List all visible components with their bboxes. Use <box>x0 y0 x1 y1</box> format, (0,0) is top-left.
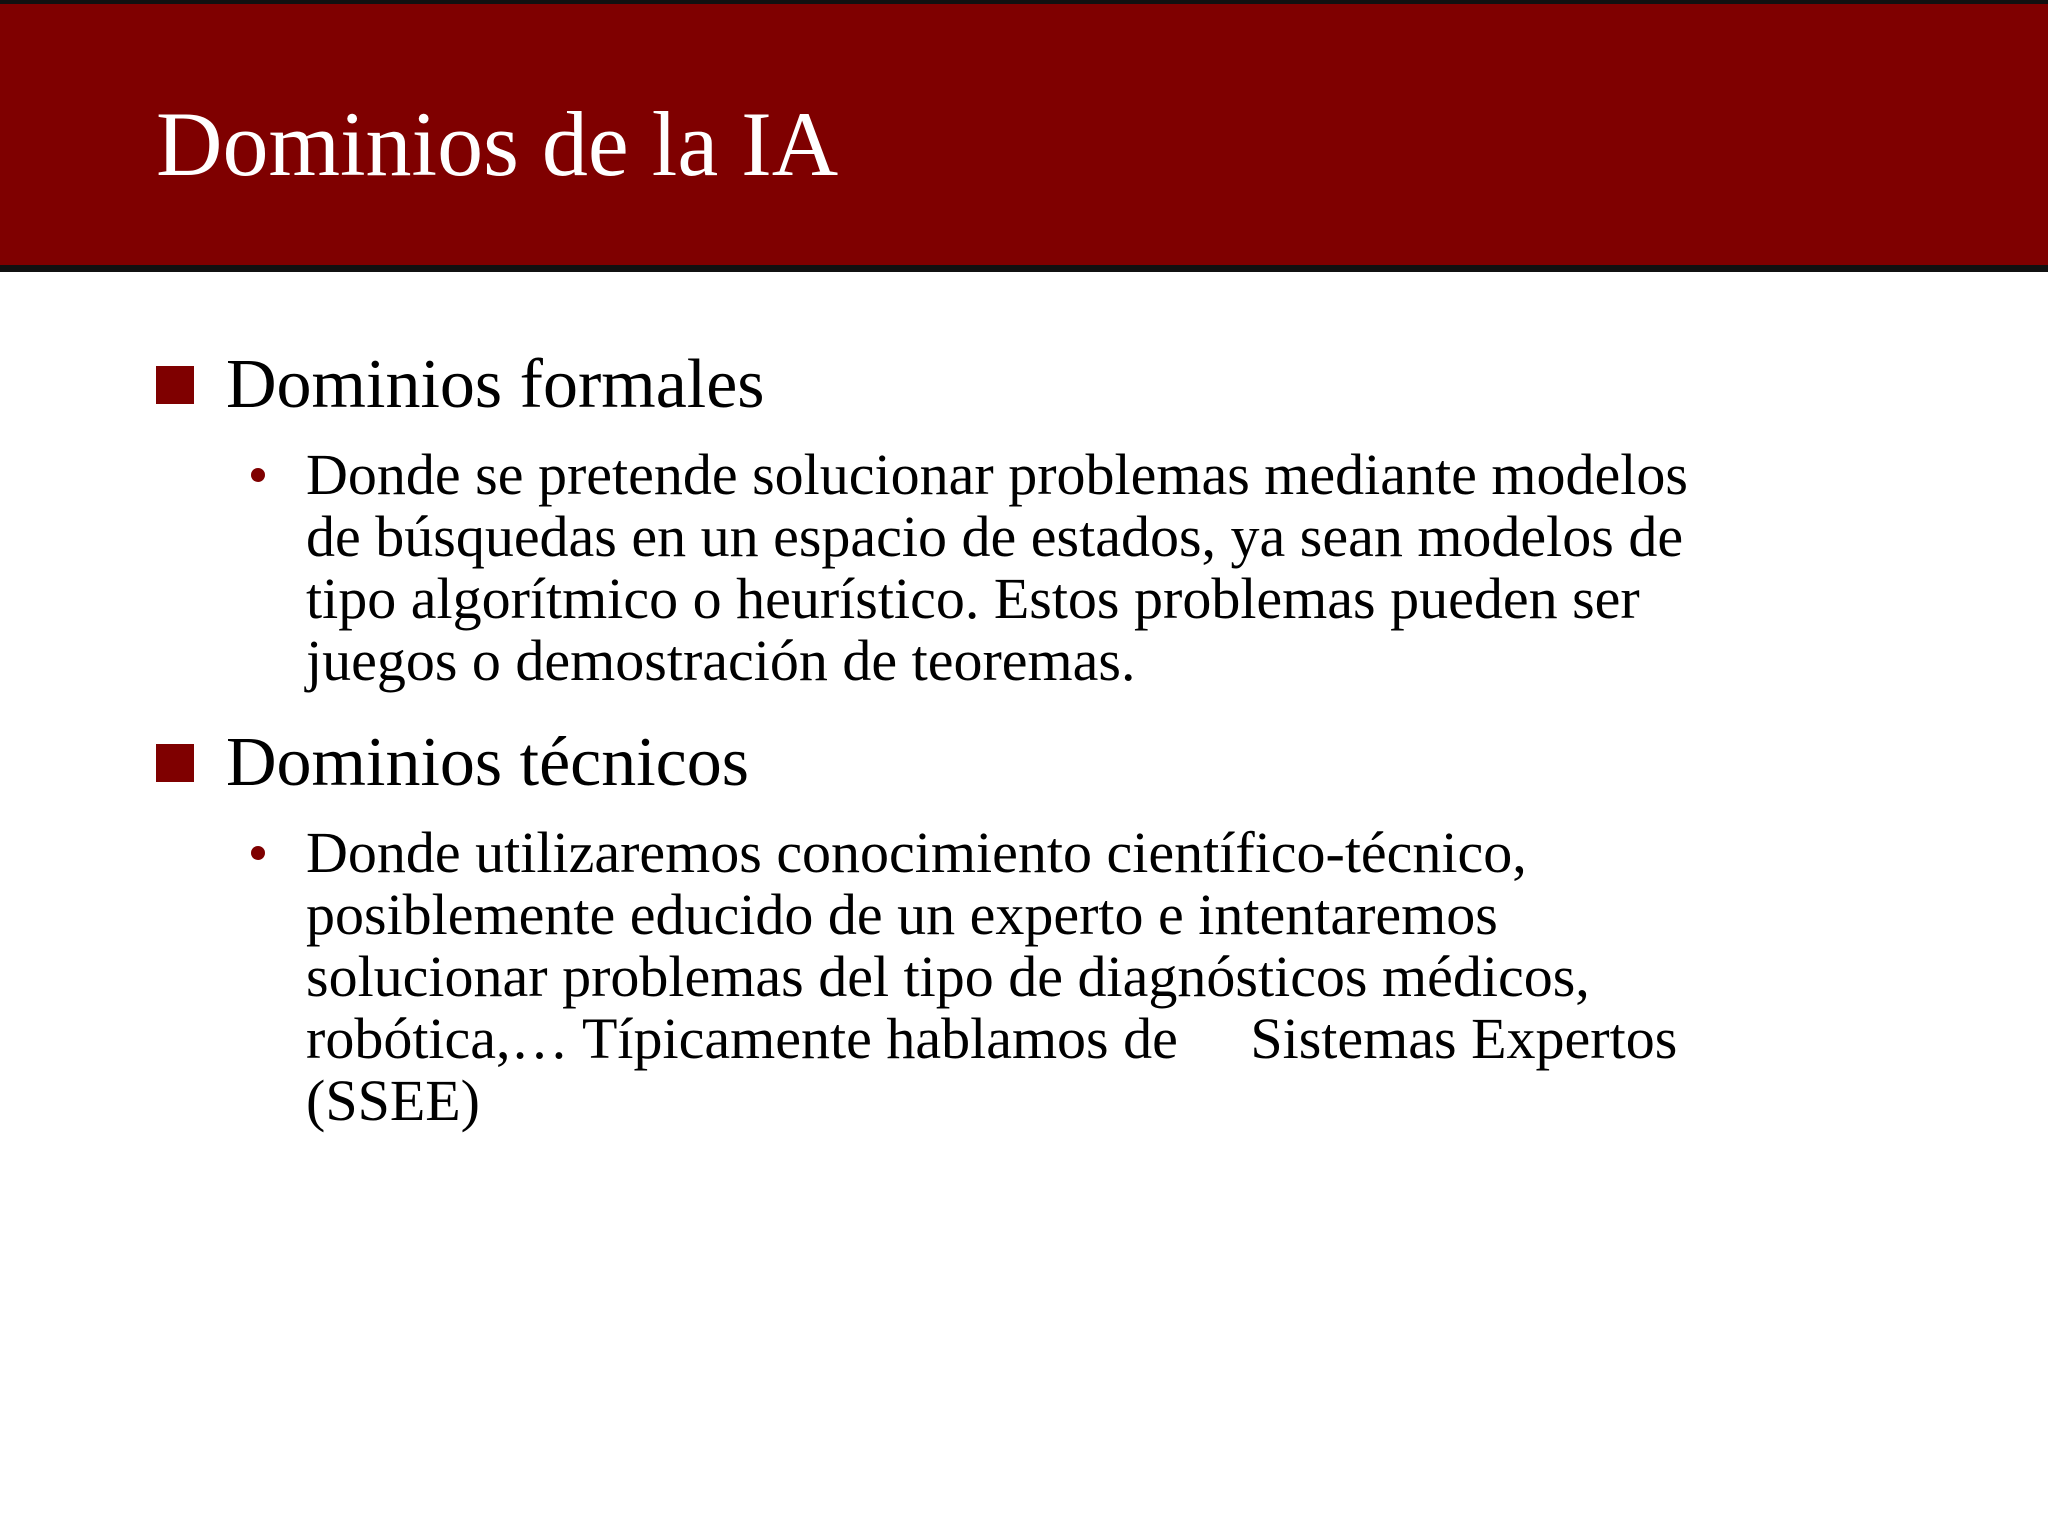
text-line: Donde se pretende solucionar problemas mediante modelos <box>306 442 1688 507</box>
section-heading-text: Dominios formales <box>226 346 765 423</box>
section-heading <box>156 340 1986 430</box>
section-formal-domains <box>156 340 1986 692</box>
text-line: solucionar problemas del tipo de diagnósticos médicos, <box>306 944 1590 1009</box>
text-line: posiblemente educido de un experto e intentaremos <box>306 882 1498 947</box>
slide-content <box>156 340 1986 1132</box>
section-heading <box>156 718 1986 808</box>
square-bullet-icon <box>156 366 194 404</box>
text-line: robótica,… Típicamente hablamos de Sistemas Expertos <box>306 1006 1678 1071</box>
dot-bullet-icon <box>251 846 265 860</box>
sub-bullet-text <box>306 444 2048 692</box>
text-line: Donde utilizaremos conocimiento científico-técnico, <box>306 820 1527 885</box>
text-line: tipo algorítmico o heurístico. Estos problemas pueden ser <box>306 566 1640 631</box>
sub-bullet-text <box>306 822 2048 1132</box>
slide-title: Dominios de la IA <box>156 93 839 195</box>
sub-bullet-item <box>156 444 1986 692</box>
text-line: (SSEE) <box>306 1068 480 1133</box>
square-bullet-icon <box>156 744 194 782</box>
section-heading-text: Dominios técnicos <box>226 724 749 801</box>
section-technical-domains <box>156 718 1986 1132</box>
text-line: juegos o demostración de teoremas. <box>306 628 1136 693</box>
text-line: de búsquedas en un espacio de estados, ya sean modelos de <box>306 504 1684 569</box>
dot-bullet-icon <box>251 468 265 482</box>
title-bar <box>0 0 2048 272</box>
sub-bullet-item <box>156 822 1986 1132</box>
